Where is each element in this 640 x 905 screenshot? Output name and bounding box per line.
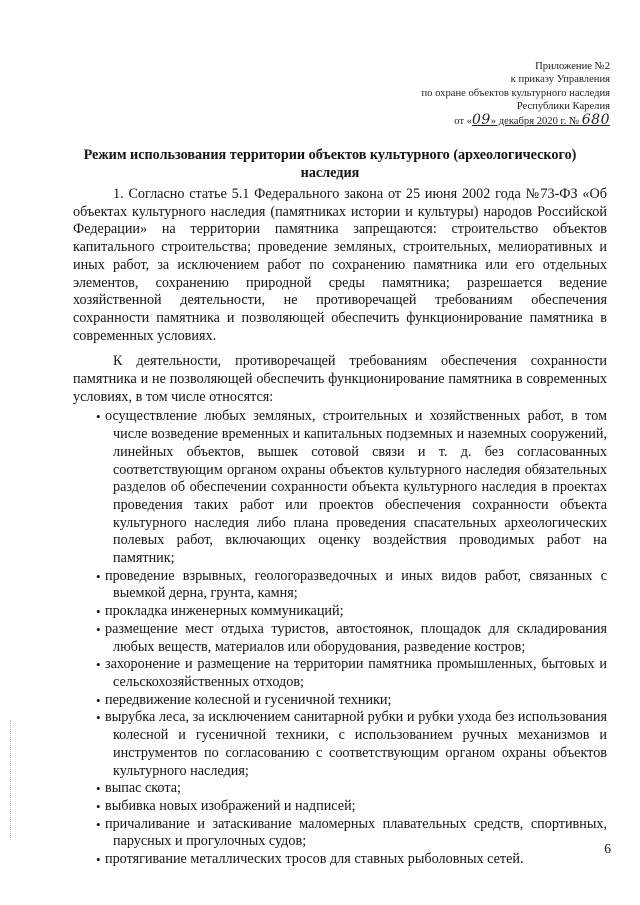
list-item: • передвижение колесной и гусеничной техники; [73,692,607,710]
scan-margin-marks [10,720,13,840]
list-item: • прокладка инженерных коммуникаций; [73,603,607,621]
header-line-republic: Республики Карелия [516,101,610,113]
handwritten-order-number: 680 [581,111,610,128]
list-item: • осуществление любых земляных, строительных и хозяйственных работ, в том числе возведение временных и капитальных подземных и наземных сооружений, линейных объектов, вышек сотовой связи и т. д. без согласованных соответствующим органом охраны объектов культурного наследия обязательных разделов об обеспечении сохранности объекта культурного наследия в проектах проведения таких работ или проектов обеспечения сохранности объекта культурного наследия либо плана проведения спасательных археологических полевых работ, включающих оценку воздействия проводимых работ на памятник; [73,408,607,567]
date-prefix: от « [454,115,472,127]
date-middle: » декабря 2020 г. № [490,115,582,127]
paragraph-article: 1. Согласно статье 5.1 Федерального закона от 25 июня 2002 года №73-ФЗ «Об объектах культурного наследия (памятниках истории и культуры) народов Российской Федерации» на территории памятника запрещаются: строительство объектов капитального строительства; проведение земляных, строительных, мелиоративных и иных работ, за исключением работ по сохранению памятника или его отдельных элементов, сохранению природной среды памятника; разрешается ведение хозяйственной деятельности, не противоречащей требованиям обеспечения сохранности памятника и позволяющей обеспечить функционирование памятника в современных условиях. [73,186,607,344]
handwritten-day: 09 [471,111,491,128]
list-item: • причаливание и затаскивание маломерных плавательных средств, спортивных, парусных и прогулочных судов; [73,816,607,851]
header-line-department: по охране объектов культурного наследия [421,87,610,99]
list-item: • размещение мест отдыха туристов, автостоянок, площадок для складирования любых веществ, материалов или оборудования, разведение костров; [73,621,607,656]
list-item: • выбивка новых изображений и надписей; [73,798,607,816]
document-body [73,186,607,869]
list-item: • выпас скота; [73,780,607,798]
document-title: Режим использования территории объектов культурного (археологического) наследия [83,147,577,181]
header-line-date [370,111,610,128]
appendix-header [370,60,610,128]
list-item: • протягивание металлических тросов для ставных рыболовных сетей. [73,851,607,869]
paragraph-prohibited-intro: К деятельности, противоречащей требованиям обеспечения сохранности памятника и не позволяющей обеспечить функционирование памятника в современных условиях, в том числе относятся: [73,353,607,405]
list-item: • проведение взрывных, геологоразведочных и иных видов работ, связанных с выемкой дерна, грунта, камня; [73,568,607,603]
page-number: 6 [604,841,611,856]
list-item: • вырубка леса, за исключением санитарной рубки и рубки ухода без использования колесной и гусеничной техники, с использованием ручных механизмов и инструментов по согласованию с соответствующим органом охраны объектов культурного наследия; [73,709,607,780]
prohibited-activities-list [73,408,607,868]
header-line-order: к приказу Управления [510,74,610,86]
list-item: • захоронение и размещение на территории памятника промышленных, бытовых и сельскохозяйственных отходов; [73,656,607,691]
header-line-appendix: Приложение №2 [535,61,610,72]
